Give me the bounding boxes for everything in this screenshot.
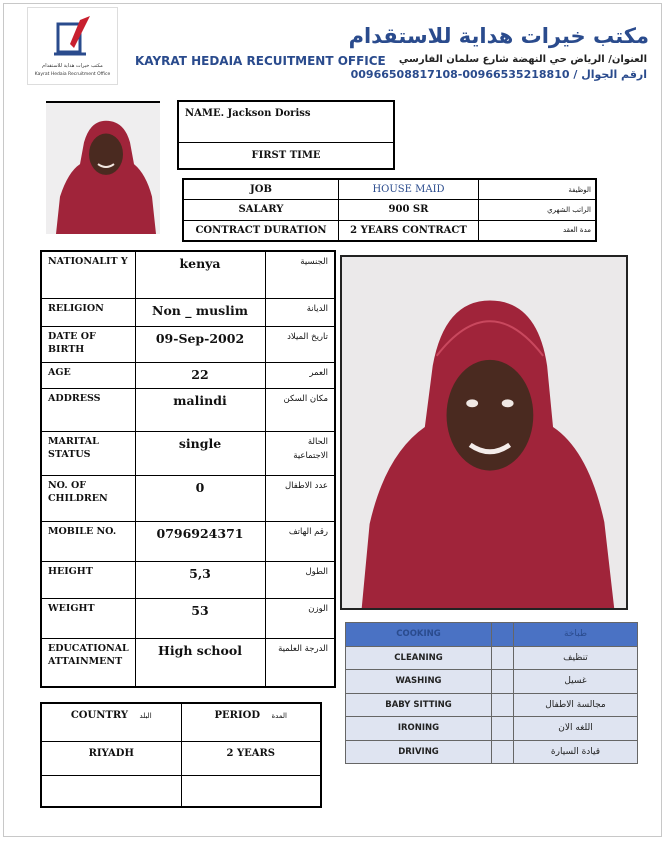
office-address: العنوان/ الرياض حي النهضة شارع سلمان الفارسي	[398, 54, 647, 65]
salary-row	[183, 200, 596, 220]
experience-table	[40, 702, 322, 808]
mobile-value: 0796924371	[135, 521, 265, 561]
logo-mark-icon	[50, 14, 96, 62]
weight-value: 53	[135, 598, 265, 638]
logo-text-ar: مكتب خيرات هداية للاستقدام	[42, 63, 103, 69]
skill-row	[346, 740, 638, 764]
portrait-illustration	[46, 103, 160, 234]
skill-name-ar: اللغه الان	[514, 717, 638, 741]
table-row	[41, 298, 335, 326]
table-row	[41, 362, 335, 388]
logo-text-en: Kayrat Hedaia Recruitment Office	[34, 72, 111, 77]
country-label: COUNTRY	[70, 710, 128, 721]
skill-check	[492, 717, 514, 741]
skill-name-ar: تنظيف	[514, 646, 638, 670]
religion-label-ar: الديانة	[265, 298, 335, 326]
table-row	[41, 561, 335, 598]
contract-value: 2 YEARS CONTRACT	[339, 220, 479, 241]
empty-cell	[181, 775, 321, 807]
contract-label-ar: مدة العقد	[479, 220, 597, 241]
skill-name-ar: مجالسة الاطفال	[514, 693, 638, 717]
dob-label: DATE OF BIRTH	[41, 326, 135, 362]
applicant-status: FIRST TIME	[178, 143, 394, 170]
age-value: 22	[135, 362, 265, 388]
nationality-label: NATIONALIT Y	[41, 251, 135, 298]
office-name-ar: مكتب خيرات هداية للاستقدام	[348, 24, 649, 48]
job-value: HOUSE MAID	[339, 179, 479, 200]
office-logo	[27, 7, 118, 85]
height-label: HEIGHT	[41, 561, 135, 598]
name-table	[177, 100, 395, 170]
education-label-ar: الدرجة العلمية	[265, 638, 335, 687]
height-value: 5,3	[135, 561, 265, 598]
table-row	[41, 775, 321, 807]
education-value: High school	[135, 638, 265, 687]
table-row	[41, 388, 335, 431]
skill-row	[346, 693, 638, 717]
weight-label: WEIGHT	[41, 598, 135, 638]
skill-check	[492, 693, 514, 717]
office-name-en: KAYRAT HEDAIA RECUITMENT OFFICE	[135, 54, 386, 68]
skill-check	[492, 740, 514, 764]
table-row	[41, 431, 335, 475]
country-label-ar: البلد	[139, 712, 152, 720]
mobile-label-ar: رقم الهاتف	[265, 521, 335, 561]
skill-check	[492, 646, 514, 670]
mobile-label: MOBILE NO.	[41, 521, 135, 561]
children-label: NO. OF CHILDREN	[41, 475, 135, 521]
children-value: 0	[135, 475, 265, 521]
religion-value: Non _ muslim	[135, 298, 265, 326]
table-row	[41, 326, 335, 362]
applicant-photo-large	[340, 255, 628, 610]
skill-name-ar: طباخة	[514, 623, 638, 647]
nationality-value: kenya	[135, 251, 265, 298]
dob-label-ar: تاريخ الميلاد	[265, 326, 335, 362]
portrait-illustration-large	[342, 257, 626, 608]
age-label-ar: العمر	[265, 362, 335, 388]
weight-label-ar: الوزن	[265, 598, 335, 638]
table-row	[41, 638, 335, 687]
skill-name: COOKING	[346, 623, 492, 647]
table-row	[41, 703, 321, 741]
skill-name: IRONING	[346, 717, 492, 741]
empty-cell	[41, 775, 181, 807]
office-phones: ارقم الجوال / 00966535218810-00966508817108	[350, 68, 647, 81]
applicant-name: NAME. Jackson Doriss	[178, 101, 394, 143]
period-header	[181, 703, 321, 741]
job-row	[183, 179, 596, 200]
job-label: JOB	[183, 179, 339, 200]
skill-name: CLEANING	[346, 646, 492, 670]
skill-row	[346, 623, 638, 647]
country-header	[41, 703, 181, 741]
skill-name: DRIVING	[346, 740, 492, 764]
address-label: ADDRESS	[41, 388, 135, 431]
table-row	[41, 475, 335, 521]
skill-name-ar: غسيل	[514, 670, 638, 694]
marital-label-ar: الحالة الاجتماعية	[265, 431, 335, 475]
dob-value: 09-Sep-2002	[135, 326, 265, 362]
table-row	[41, 521, 335, 561]
skill-name: BABY SITTING	[346, 693, 492, 717]
marital-label: MARITAL STATUS	[41, 431, 135, 475]
job-table	[182, 178, 597, 242]
table-row	[41, 741, 321, 775]
period-label: PERIOD	[214, 710, 261, 721]
contract-row	[183, 220, 596, 241]
period-value: 2 YEARS	[181, 741, 321, 775]
address-value: malindi	[135, 388, 265, 431]
table-row	[41, 251, 335, 298]
children-label-ar: عدد الاطفال	[265, 475, 335, 521]
skill-name-ar: قيادة السيارة	[514, 740, 638, 764]
skill-row	[346, 646, 638, 670]
skill-check	[492, 670, 514, 694]
skills-table	[345, 622, 638, 764]
personal-info-table	[40, 250, 336, 688]
skill-name: WASHING	[346, 670, 492, 694]
contract-label: CONTRACT DURATION	[183, 220, 339, 241]
address-label-ar: مكان السكن	[265, 388, 335, 431]
applicant-photo-small	[46, 101, 160, 234]
age-label: AGE	[41, 362, 135, 388]
country-value: RIYADH	[41, 741, 181, 775]
height-label-ar: الطول	[265, 561, 335, 598]
education-label: EDUCATIONAL ATTAINMENT	[41, 638, 135, 687]
salary-label: SALARY	[183, 200, 339, 220]
salary-value: 900 SR	[339, 200, 479, 220]
marital-value: single	[135, 431, 265, 475]
skill-check	[492, 623, 514, 647]
religion-label: RELIGION	[41, 298, 135, 326]
nationality-label-ar: الجنسية	[265, 251, 335, 298]
skill-row	[346, 670, 638, 694]
job-label-ar: الوظيفة	[479, 179, 597, 200]
period-label-ar: المدة	[271, 712, 287, 720]
salary-label-ar: الراتب الشهري	[479, 200, 597, 220]
table-row	[41, 598, 335, 638]
skill-row	[346, 717, 638, 741]
